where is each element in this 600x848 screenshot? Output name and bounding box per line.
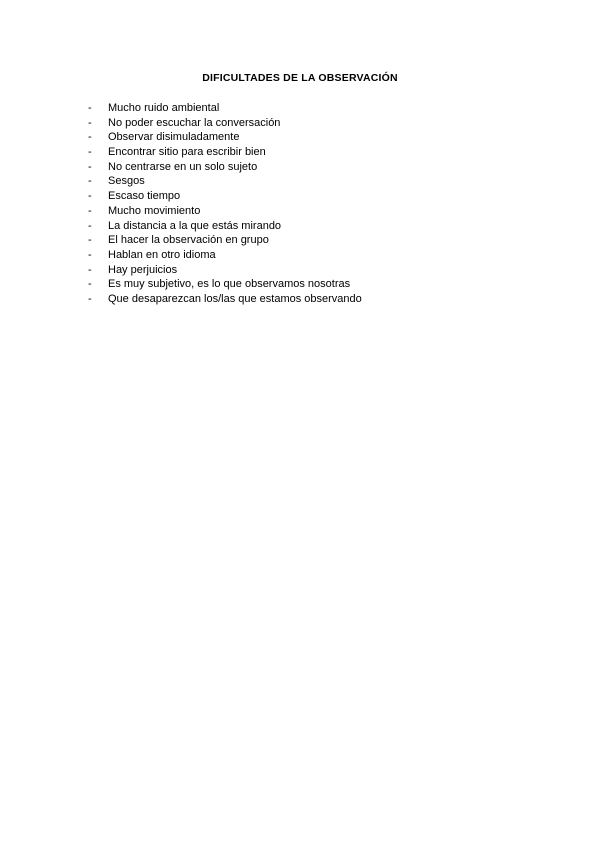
list-item-text: Escaso tiempo xyxy=(108,190,181,203)
bullet-dash: - xyxy=(88,292,92,305)
bullet-dash: - xyxy=(88,278,92,291)
document-title: DIFICULTADES DE LA OBSERVACIÓN xyxy=(202,72,398,84)
bullet-dash: - xyxy=(88,131,92,144)
list-item-text: Observar disimuladamente xyxy=(108,131,240,144)
bullet-dash: - xyxy=(88,175,92,188)
bullet-dash: - xyxy=(88,116,92,129)
list-item-text: La distancia a la que estás mirando xyxy=(108,219,282,232)
list-item-text: Mucho ruido ambiental xyxy=(108,102,220,114)
bullet-dash: - xyxy=(88,219,92,232)
bullet-dash: - xyxy=(88,102,92,114)
list-item-text: Que desaparezcan los/las que estamos observando xyxy=(108,292,362,305)
list-item-text: Mucho movimiento xyxy=(108,204,201,217)
bullet-dash: - xyxy=(88,160,92,173)
list-item-text: No poder escuchar la conversación xyxy=(108,116,281,129)
list-item-text: Hablan en otro idioma xyxy=(108,248,216,261)
bullet-dash: - xyxy=(88,204,92,217)
bullet-dash: - xyxy=(88,234,92,247)
bullet-dash: - xyxy=(88,263,92,276)
list-item-text: Es muy subjetivo, es lo que observamos nosotras xyxy=(108,278,351,291)
bullet-dash: - xyxy=(88,146,92,159)
list-item-text: Hay perjuicios xyxy=(108,263,178,276)
bullet-dash: - xyxy=(88,248,92,261)
list-item-text: El hacer la observación en grupo xyxy=(108,234,269,247)
list-item-text: Sesgos xyxy=(108,175,145,188)
list-item-text: No centrarse en un solo sujeto xyxy=(108,160,258,173)
list-item-text: Encontrar sitio para escribir bien xyxy=(108,146,266,159)
bullet-dash: - xyxy=(88,190,92,203)
